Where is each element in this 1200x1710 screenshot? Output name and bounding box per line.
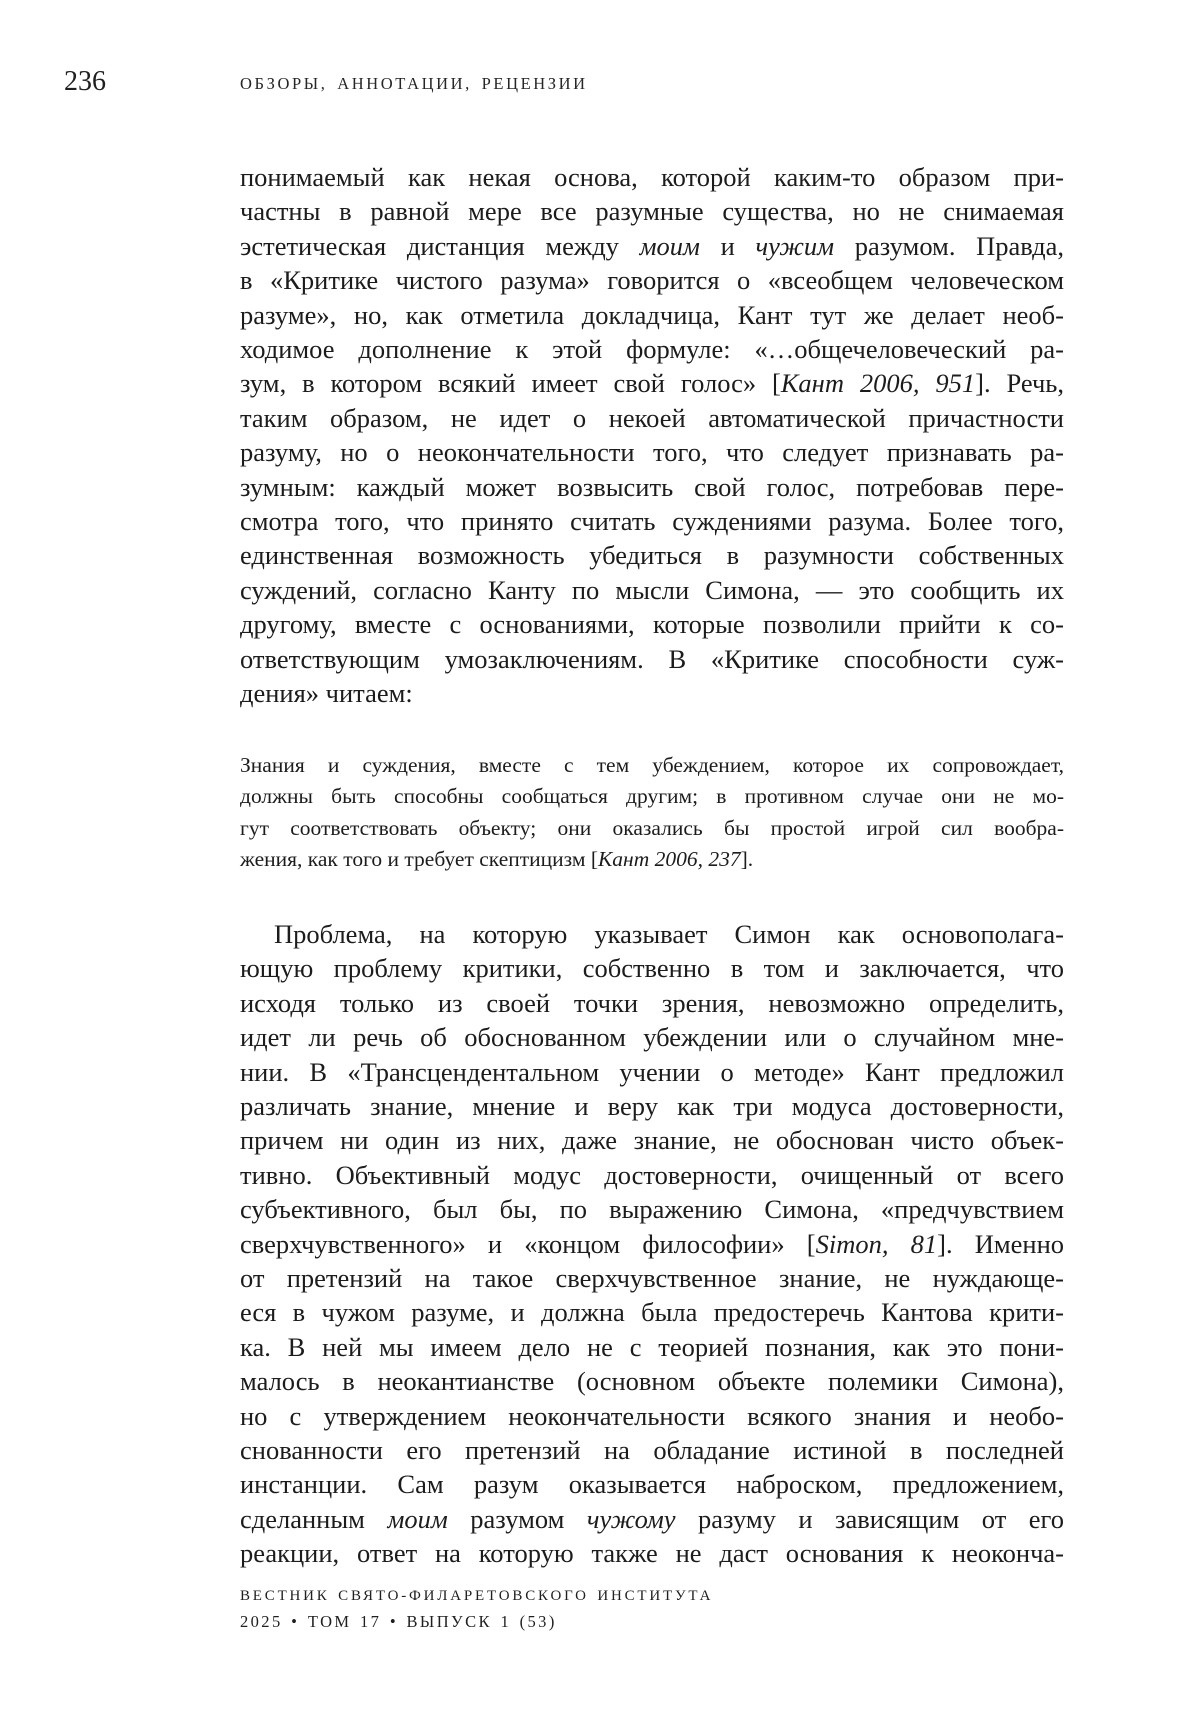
text-line: сделанным моим разумом чужому разуму и зависящим от его xyxy=(240,1503,1064,1534)
text-line: ответствующим умозаключениям. В «Критике способности суж- xyxy=(240,643,1064,674)
text-line: снованности его претензий на обладание истиной в последней xyxy=(240,1434,1064,1465)
text-line: единственная возможность убедиться в разумности собственных xyxy=(240,540,1064,571)
text-line: малось в неокантианстве (основном объекте полемики Симона), xyxy=(240,1366,1064,1397)
text-line: дения» читаем: xyxy=(240,678,413,709)
text-line: зумным: каждый может возвысить свой голос, потребовав пере- xyxy=(240,471,1064,502)
text-line: разуме», но, как отметила докладчица, Кант тут же делает необ- xyxy=(240,299,1064,330)
text-line: эстетическая дистанция между моим и чужим разумом. Правда, xyxy=(240,230,1065,261)
text-line: гут соответствовать объекту; они оказались бы простой игрой сил вообра- xyxy=(240,815,1064,840)
text-line: тивно. Объективный модус достоверности, очищенный от всего xyxy=(240,1159,1064,1190)
text-line: причем ни один из них, даже знание, не обоснован чисто объек- xyxy=(240,1125,1064,1156)
text-line: различать знание, мнение и веру как три модуса достоверности, xyxy=(240,1090,1064,1121)
text-line: понимаемый как некая основа, которой каким-то образом при- xyxy=(240,162,1064,192)
text-line: инстанции. Сам разум оказывается наброском, предложением, xyxy=(240,1469,1064,1500)
text-line: ходимое дополнение к этой формуле: «…общечеловеческий ра- xyxy=(240,334,1064,365)
text-line: жения, как того и требует скептицизм [Кант 2006, 237]. xyxy=(240,847,754,872)
text-line: смотра того, что принято считать суждениями разума. Более того, xyxy=(240,506,1064,537)
footer-journal-title: ВЕСТНИК СВЯТО-ФИЛАРЕТОВСКОГО ИНСТИТУТА xyxy=(240,1588,714,1604)
text-line: реакции, ответ на которую также не даст основания к неоконча- xyxy=(240,1538,1064,1569)
text-line: нии. В «Трансцендентальном учении о методе» Кант предложил xyxy=(240,1056,1064,1087)
text-line: должны быть способны сообщаться другим; в противном случае они не мо- xyxy=(240,784,1064,809)
text-line: ющую проблему критики, собственно в том и заключается, что xyxy=(240,953,1064,984)
text-line: частны в равной мере все разумные существа, но не снимаемая xyxy=(240,196,1064,227)
text-line: от претензий на такое сверхчувственное знание, не нуждающе- xyxy=(240,1262,1064,1293)
text-line: в «Критике чистого разума» говорится о «всеобщем человеческом xyxy=(240,265,1064,296)
paragraph xyxy=(240,160,1064,711)
text-line: идет ли речь об обоснованном убеждении или о случайном мне- xyxy=(240,1022,1064,1053)
paragraph xyxy=(240,917,1064,1571)
text-line: еся в чужом разуме, и должна была предостеречь Кантова крити- xyxy=(240,1297,1064,1328)
text-line: Знания и суждения, вместе с тем убеждением, которое их сопровождает, xyxy=(240,752,1064,777)
page-footer xyxy=(240,1588,713,1632)
text-line: исходя только из своей точки зрения, невозможно определить, xyxy=(240,987,1064,1018)
page-number: 236 xyxy=(64,66,106,97)
text-line: но с утверждением неокончательности всякого знания и необо- xyxy=(240,1400,1064,1431)
footer-volume-issue: 2025 • ТОМ 17 • ВЫПУСК 1 (53) xyxy=(240,1612,557,1631)
text-line: Проблема, на которую указывает Симон как основополага- xyxy=(274,918,1064,949)
text-line: сверхчувственного» и «концом философии» [Simon, 81]. Именно xyxy=(240,1228,1065,1259)
text-line: таким образом, не идет о некоей автоматической причастности xyxy=(240,402,1064,433)
body-text xyxy=(240,160,1064,1571)
text-line: субъективного, был бы, по выражению Симона, «предчувствием xyxy=(240,1194,1064,1225)
text-line: другому, вместе с основаниями, которые позволили прийти к со- xyxy=(240,609,1064,640)
running-header: ОБЗОРЫ, АННОТАЦИИ, РЕЦЕНЗИИ xyxy=(240,74,588,93)
block-quote xyxy=(240,750,1064,876)
text-line: разуму, но о неокончательности того, что следует признавать ра- xyxy=(240,437,1064,468)
text-line: ка. В ней мы имеем дело не с теорией познания, как это пони- xyxy=(240,1331,1064,1362)
text-line: суждений, согласно Канту по мысли Симона, — это сообщить их xyxy=(240,574,1064,605)
text-line: зум, в котором всякий имеет свой голос» [Кант 2006, 951]. Речь, xyxy=(240,368,1064,399)
